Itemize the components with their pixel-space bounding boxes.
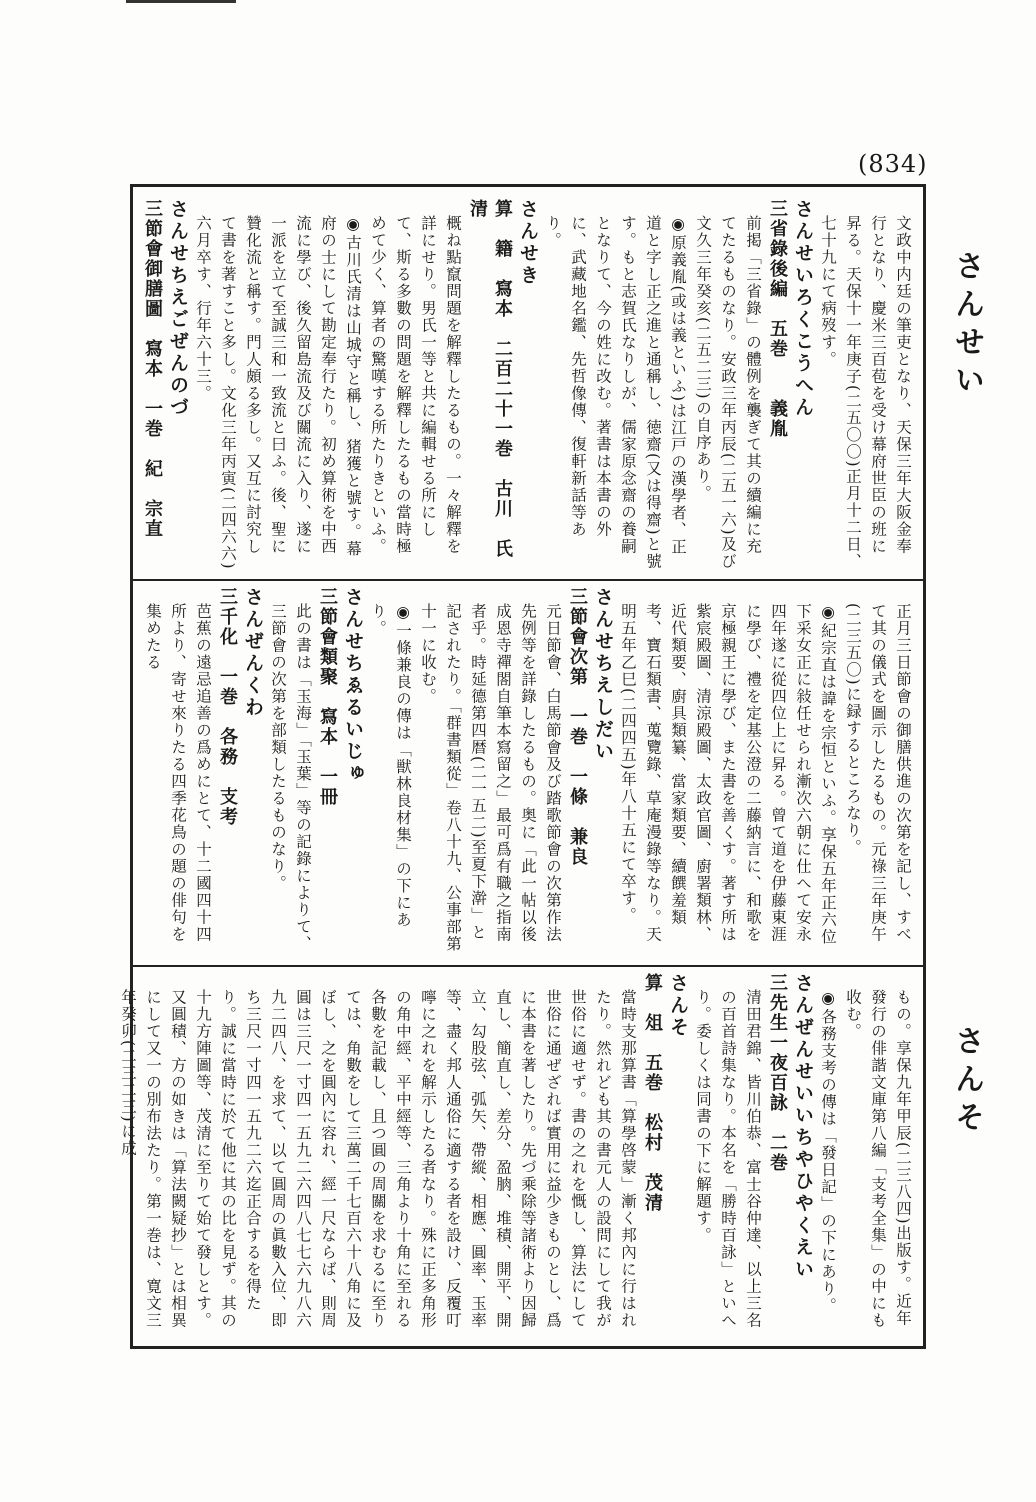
entry-body: 此の書は「玉海」「玉葉」等の記錄によりて、三節會の次第を部類したるものなり。 <box>269 602 312 952</box>
entry-body: 芭蕉の遠忌追善の爲めにとて、十二國四十四所より、寄せ來りたる四季花鳥の題の俳句を集めたる <box>144 602 212 943</box>
entry-title: 三省錄後編 五巻 義胤 <box>767 199 788 439</box>
entry-reading: さんせちゑるいじゅ <box>342 587 364 785</box>
entry-reading: さんそ <box>667 973 689 1039</box>
entry-body: 概ね點竄問題を解釋したるもの。一々解釋を詳にせり。男氏一等と共に編輯せる所にして、斯る多數の問題を解釋したるもの當時極めて少く、算者の驚嘆する所たりきといふ。 <box>369 214 462 555</box>
running-head-top: さんせい <box>949 250 984 402</box>
entry-body: 清田君錦、皆川伯恭、富士谷仲達、以上三名の百首詩集なり。本名を「勝時百詠」といへり。委しくは同書の下に解題す。 <box>694 988 762 1329</box>
divider-1 <box>133 579 923 581</box>
entry-reading: さんせちえごぜんのづ <box>167 199 189 419</box>
entry-title: 三節會類聚 寫本 一冊 <box>317 587 338 807</box>
entry-reading: さんせちえしだい <box>592 587 614 763</box>
entry-title: 算 俎 五巻 松村 茂清 <box>642 973 663 1213</box>
entry-reading: さんぜんくわ <box>242 587 264 719</box>
entry-body: 元日節會、白馬節會及び踏歌節會の次第作法先例等を詳錄したるもの。奥に「此一帖以後成恩寺禪閤自筆本寫留之」最可爲有職之指南者乎。時延德第四暦(二一五二)至夏下澣」と記されたり。「群書類從」卷八十九、公事部第十一に收む。 <box>419 602 562 952</box>
section-top <box>141 199 915 571</box>
running-head-bottom: さんそ <box>949 1025 984 1139</box>
section-bottom <box>119 973 915 1339</box>
entry-reading: さんぜんせいいちやひやくえい <box>792 973 814 1281</box>
entry-body: 前掲「三省錄」の體例を襲ぎて其の續編に充てたるものなり。安政三年丙辰(二五一六)及び文久三年癸亥(二五二三)の自序あり。 <box>694 214 762 570</box>
top-rule <box>126 0 236 3</box>
section-middle <box>141 587 915 957</box>
divider-2 <box>133 965 923 967</box>
entry-title: 三千化 一巻 各務 支考 <box>217 587 238 827</box>
entry-body: ◉紀宗直は諱を宗恒といふ。享保五年正六位下采女正に敍任せられ漸次六朝に仕へて安永四年遂に從四位上に昇る。曾て道を伊藤東涯に學び、禮を定基公澄の二藤納言に、和歌を京極親王に學び、また書を善くす。著す所は紫宸殿圖、清涼殿圖、太政官圖、廚署類林、近代類要、廚具類纂、當家類要、續饌羞類考、寶石類書、蒐覽錄、草庵漫錄等なり。天明五年乙巳(二四四五)年八十五にて卒す。 <box>619 602 837 945</box>
entry-title: 三節會次第 一巻 一條 兼良 <box>567 587 588 867</box>
entry-body: ◉各務支考の傳は「發日記」の下にあり。 <box>819 988 837 1314</box>
entry-body: ◉古川氏清は山城守と稱し、猪獲と號す。幕府の士にして勘定奉行たり。初め算術を中西流に學び、後久留島流及び關流に入り、遂に一派を立て至誠三和一致流と曰ふ。後、聖に贊化流と稱す。門人頗る多し。又互に討究して書を著すこと多し。文化三年丙寅(二四六六)六月卒す、行年六十三。 <box>194 214 362 570</box>
entry-reading: さんせいろくこうへん <box>792 199 814 419</box>
entry-title: 算 籍 寫本 二百二十一巻 古川 氏清 <box>467 199 513 559</box>
entry-body: 正月三日節會の御膳供進の次第を記し、すべて其の儀式を圖示したるもの。元祿三年庚午(二三五〇)に録するところなり。 <box>844 602 912 943</box>
entry-title: 三先生一夜百詠 二巻 <box>767 973 788 1173</box>
entry-title: 三節會御膳圖 寫本 一巻 紀 宗直 <box>142 199 163 539</box>
entry-body: 當時支那算書「算學啓蒙」漸く邦內に行はれたり。然れども其の書元人の設問にして我が世俗に適せず。書の之れを慨し、算法にして世俗に通ぜざれば實用に益少きものとし、爲に本書を著したり。先づ乘除等諸術より因歸直し、簡直し、差分、盈朒、堆積、開平、開立、勾股弦、弧矢、帶縱、相應、圓率、玉率等、盡く邦人通俗に適する者を設け、反覆叮嚀に之れを解示したる者なり。殊に正多角形の角中經、平中經等、三角より十角に至れる各數を記載し、且つ圓の周關を求むるに至りては、角數をして三萬二千七百六十八角に及ぼし、之を圓內に容れ、經一尺ならば、則周圓は三尺一寸四一五九二六四八七七六九八六九二四八、を求て、以て圓周の眞數入位、即ち三尺一寸四一五九二六迄正合するを得たり。誠に當時に於て他に其の比を見ず。其の十九方陣圖等、茂清に至りて始て發しとす。又圓積、方の如きは「算法闕疑抄」とは相異にして又一の別布法たり。第一巻は、寛文三年癸卯(二三二三)に成 <box>119 988 637 1329</box>
entry-body: ◉原義胤(或は義といふ)は江戸の漢學者、正道と字し正之進と通稱し、徳齋(又は得齋)と號す。もと志賀氏なりしが、儒家原念齋の養嗣となりて、今の姓に改む。著書は本書の外に、武藏地名鑑、先哲像傳、復軒新話等あり。 <box>544 214 687 570</box>
entry-body: ◉一條兼良の傳は「獣林良材集」の下にあり。 <box>369 602 412 928</box>
entry-reading: さんせき <box>517 199 539 287</box>
page-frame <box>119 184 926 1349</box>
entry-body: もの。享保九年甲辰(二三八四)出版す。近年發行の俳諧文庫第八編「支考全集」の中にも收む。 <box>844 988 912 1329</box>
entry-body: 文政中内廷の筆吏となり、天保三年大阪金奉行となり、慶米三百苞を受け幕府世臣の班に昇る。天保十一年庚子(二五〇〇)正月十二日、七十九にて病歿す。 <box>819 214 912 570</box>
page-number: (834) <box>858 150 928 178</box>
